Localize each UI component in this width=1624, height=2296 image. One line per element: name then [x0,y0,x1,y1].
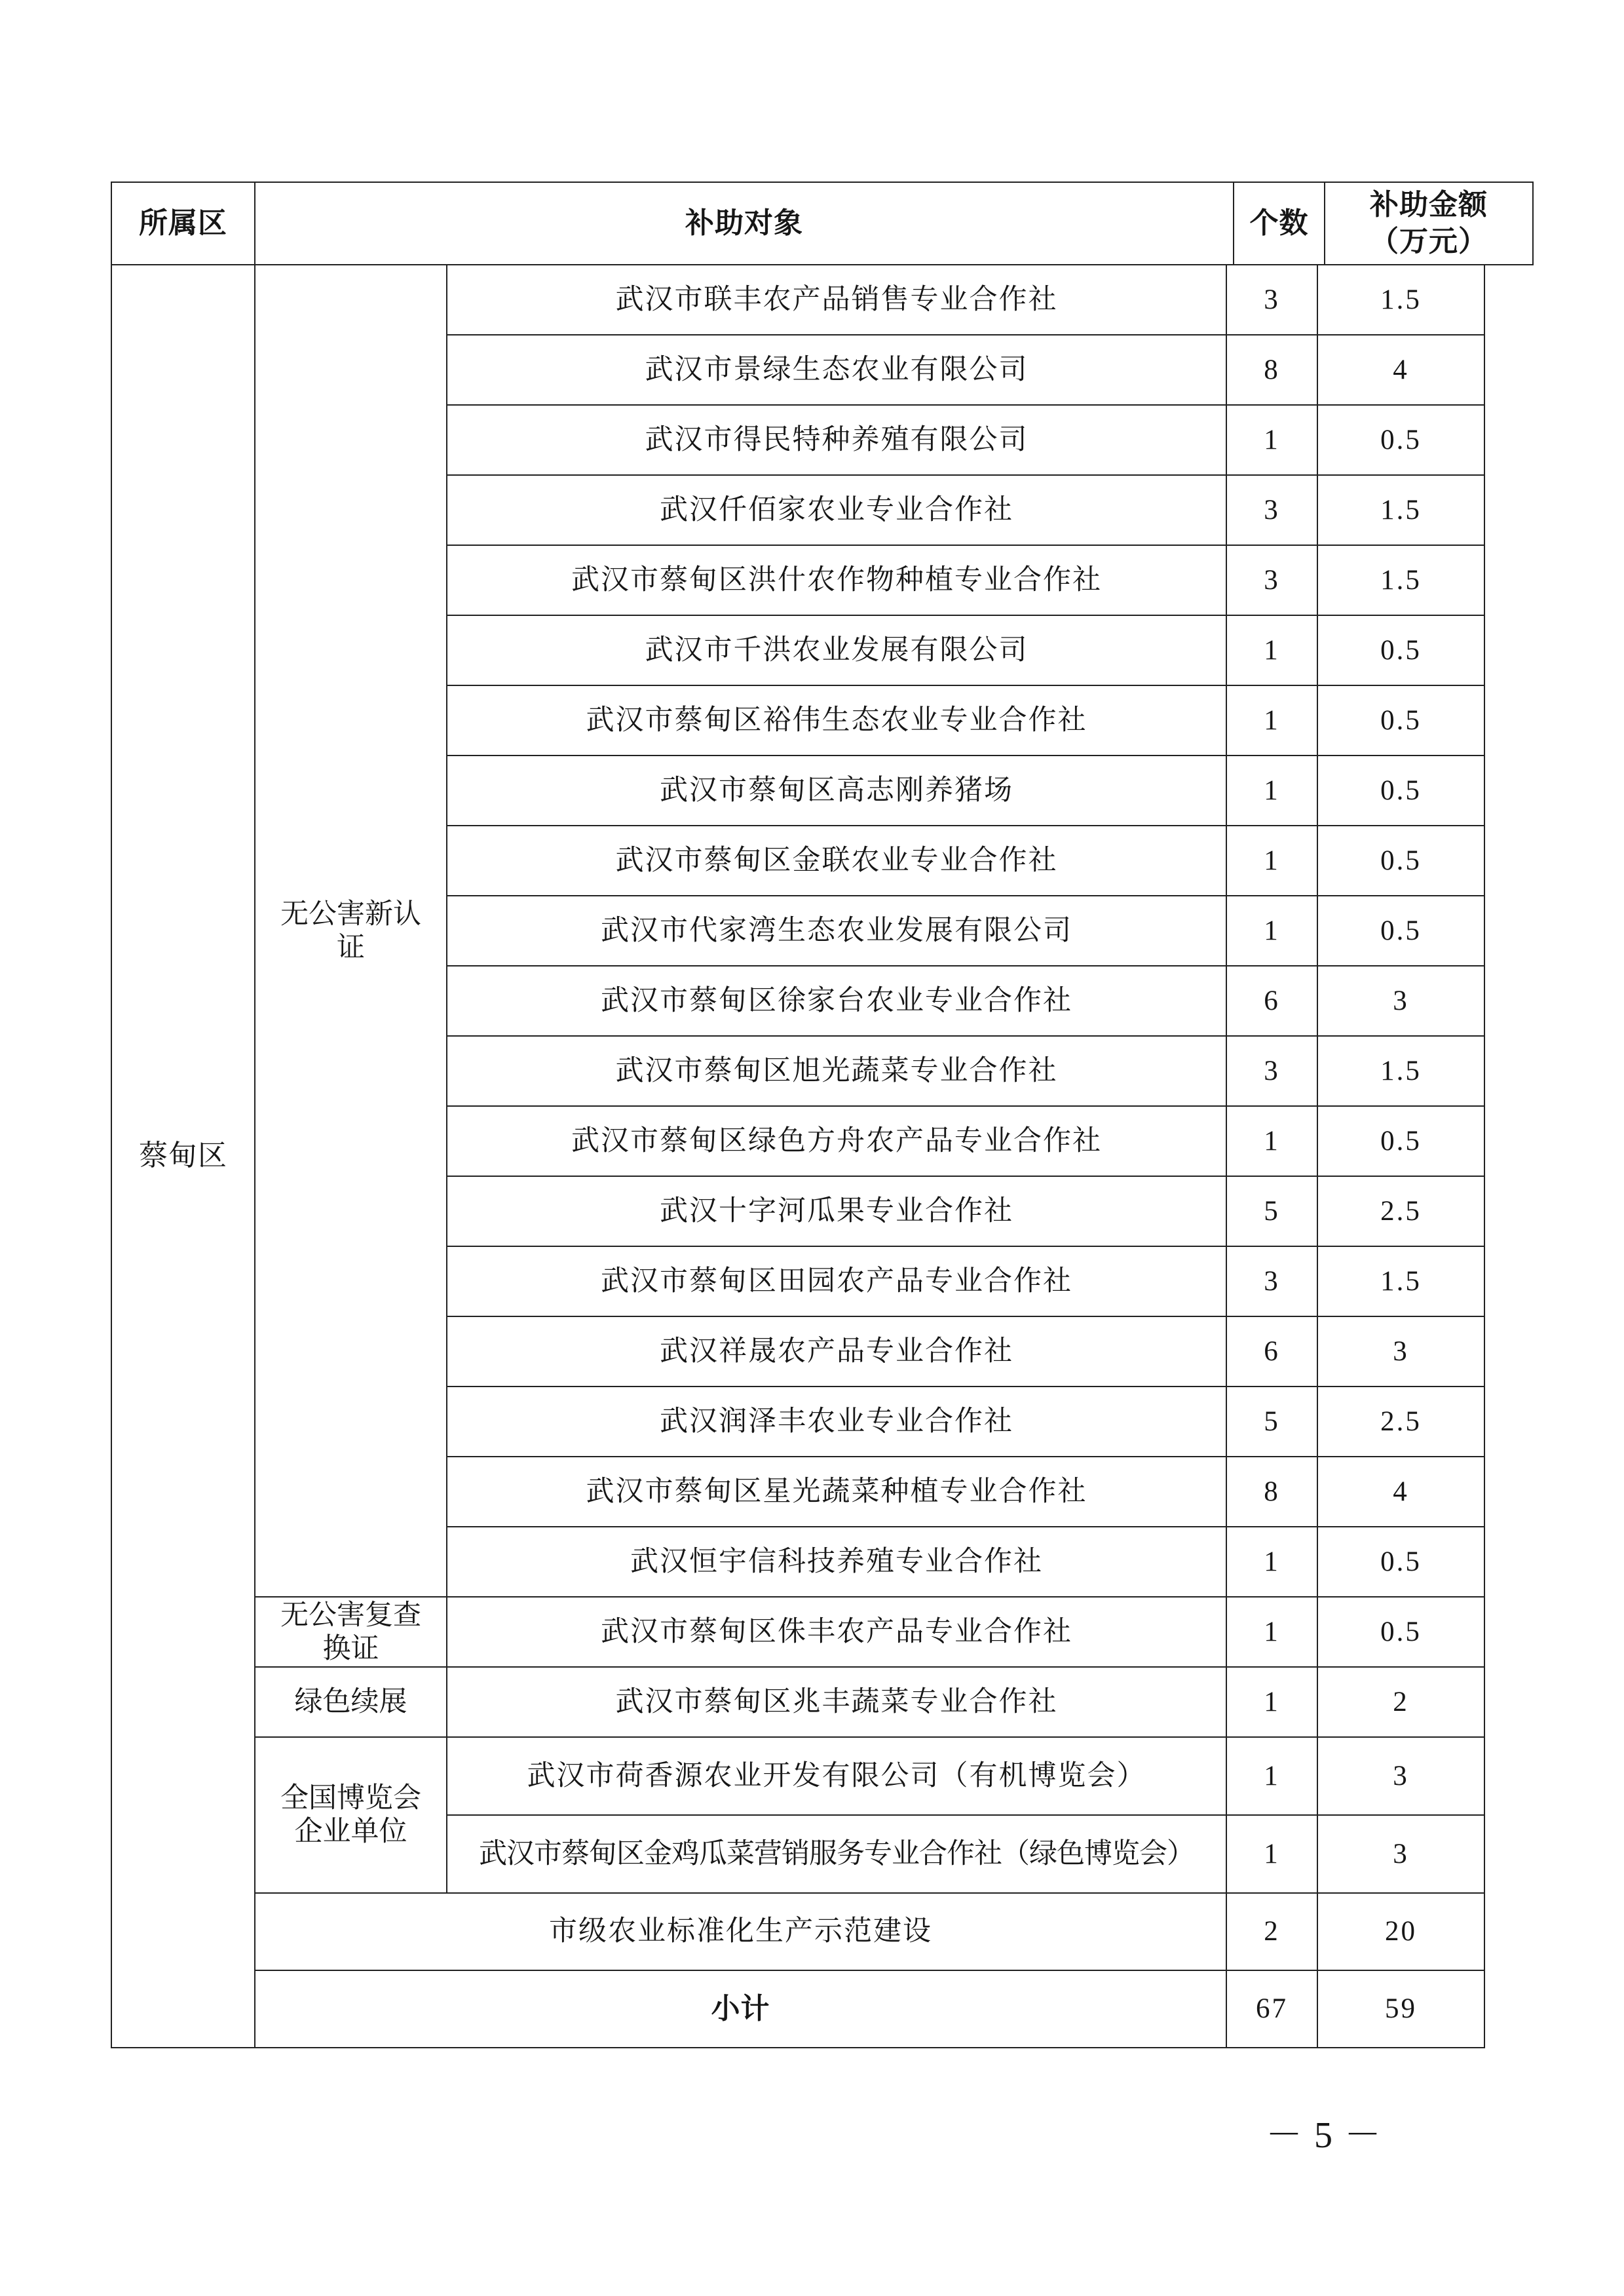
category-label: 无公害复查换证 [280,1599,421,1664]
count-cell: 1 [1227,1107,1318,1177]
recipient-name-cell: 武汉市代家湾生态农业发展有限公司 [447,896,1227,966]
recipient-name-cell: 武汉市蔡甸区裕伟生态农业专业合作社 [447,686,1227,756]
count-cell: 1 [1227,1816,1318,1894]
amount-cell: 1.5 [1318,265,1485,335]
recipient-name-cell: 武汉市蔡甸区洪什农作物种植专业合作社 [447,546,1227,616]
page-number: － 5 － [1266,2115,1382,2156]
amount-cell: 0.5 [1318,406,1485,476]
amount-cell: 2 [1318,1668,1485,1738]
recipient-name-cell: 武汉市得民特种养殖有限公司 [447,406,1227,476]
subsidy-table-header [111,182,1534,265]
recipient-name-cell: 武汉市蔡甸区绿色方舟农产品专业合作社 [447,1107,1227,1177]
count-cell: 6 [1227,966,1318,1037]
header-amount-cell [1325,183,1534,265]
count-cell: 1 [1227,1598,1318,1668]
amount-cell: 0.5 [1318,686,1485,756]
amount-cell: 1.5 [1318,1037,1485,1107]
amount-cell: 2.5 [1318,1177,1485,1247]
recipient-name-cell: 武汉市蔡甸区星光蔬菜种植专业合作社 [447,1457,1227,1527]
recipient-name-cell: 武汉市蔡甸区兆丰蔬菜专业合作社 [447,1668,1227,1738]
amount-cell: 0.5 [1318,1107,1485,1177]
subtotal-label-cell: 小计 [255,1971,1227,2048]
recipient-name-cell: 武汉市荷香源农业开发有限公司（有机博览会） [447,1738,1227,1816]
demonstration-label-cell: 市级农业标准化生产示范建设 [255,1894,1227,1971]
demonstration-amount-cell: 20 [1318,1894,1485,1971]
subsidy-table-body [111,265,1485,2048]
category-cell-new-certification [255,265,447,1598]
district-cell: 蔡甸区 [112,265,255,2048]
count-cell: 3 [1227,1247,1318,1317]
count-cell: 3 [1227,546,1318,616]
count-cell: 8 [1227,1457,1318,1527]
amount-cell: 0.5 [1318,826,1485,896]
header-amount-unit: （万元） [1370,225,1488,258]
recipient-name-cell: 武汉润泽丰农业专业合作社 [447,1387,1227,1457]
amount-cell: 3 [1318,1816,1485,1894]
category-label: 全国博览会企业单位 [280,1783,421,1847]
recipient-name-cell: 武汉祥晟农产品专业合作社 [447,1317,1227,1387]
recipient-name-cell: 武汉市蔡甸区金联农业专业合作社 [447,826,1227,896]
count-cell: 1 [1227,1738,1318,1816]
recipient-name-cell: 武汉市蔡甸区徐家台农业专业合作社 [447,966,1227,1037]
amount-cell: 2.5 [1318,1387,1485,1457]
header-count-cell: 个数 [1234,183,1325,265]
count-cell: 8 [1227,335,1318,406]
recipient-name-cell: 武汉市蔡甸区高志刚养猪场 [447,756,1227,826]
amount-cell: 0.5 [1318,1598,1485,1668]
recipient-name-cell: 武汉市蔡甸区旭光蔬菜专业合作社 [447,1037,1227,1107]
count-cell: 1 [1227,1668,1318,1738]
amount-cell: 0.5 [1318,1527,1485,1598]
header-amount-label: 补助金额 [1370,189,1488,221]
recipient-name-cell: 武汉市蔡甸区田园农产品专业合作社 [447,1247,1227,1317]
count-cell: 1 [1227,756,1318,826]
category-cell-green-renewal [255,1668,447,1738]
count-cell: 3 [1227,265,1318,335]
amount-cell: 4 [1318,335,1485,406]
count-cell: 1 [1227,896,1318,966]
amount-cell: 1.5 [1318,1247,1485,1317]
recipient-name-cell: 武汉十字河瓜果专业合作社 [447,1177,1227,1247]
category-label: 绿色续展 [294,1687,407,1717]
count-cell: 5 [1227,1387,1318,1457]
amount-cell: 3 [1318,1317,1485,1387]
count-cell: 1 [1227,406,1318,476]
amount-cell: 3 [1318,1738,1485,1816]
recipient-name-cell: 武汉仟佰家农业专业合作社 [447,476,1227,546]
count-cell: 1 [1227,826,1318,896]
category-cell-expo [255,1738,447,1894]
recipient-name-cell: 武汉市景绿生态农业有限公司 [447,335,1227,406]
recipient-name-cell: 武汉恒宇信科技养殖专业合作社 [447,1527,1227,1598]
category-cell-recheck [255,1598,447,1668]
amount-cell: 3 [1318,966,1485,1037]
demonstration-count-cell: 2 [1227,1894,1318,1971]
count-cell: 1 [1227,686,1318,756]
amount-cell: 1.5 [1318,546,1485,616]
amount-cell: 0.5 [1318,616,1485,686]
amount-cell: 0.5 [1318,896,1485,966]
count-cell: 5 [1227,1177,1318,1247]
subtotal-count-cell: 67 [1227,1971,1318,2048]
header-target-cell: 补助对象 [255,183,1234,265]
count-cell: 1 [1227,616,1318,686]
recipient-name-cell: 武汉市蔡甸区侏丰农产品专业合作社 [447,1598,1227,1668]
count-cell: 1 [1227,1527,1318,1598]
amount-cell: 1.5 [1318,476,1485,546]
amount-cell: 0.5 [1318,756,1485,826]
count-cell: 6 [1227,1317,1318,1387]
recipient-name-cell: 武汉市蔡甸区金鸡瓜菜营销服务专业合作社（绿色博览会） [447,1816,1227,1894]
count-cell: 3 [1227,476,1318,546]
recipient-name-cell: 武汉市联丰农产品销售专业合作社 [447,265,1227,335]
subtotal-amount-cell: 59 [1318,1971,1485,2048]
count-cell: 3 [1227,1037,1318,1107]
recipient-name-cell: 武汉市千洪农业发展有限公司 [447,616,1227,686]
category-label: 无公害新认证 [280,898,421,963]
amount-cell: 4 [1318,1457,1485,1527]
header-district-cell: 所属区 [112,183,255,265]
